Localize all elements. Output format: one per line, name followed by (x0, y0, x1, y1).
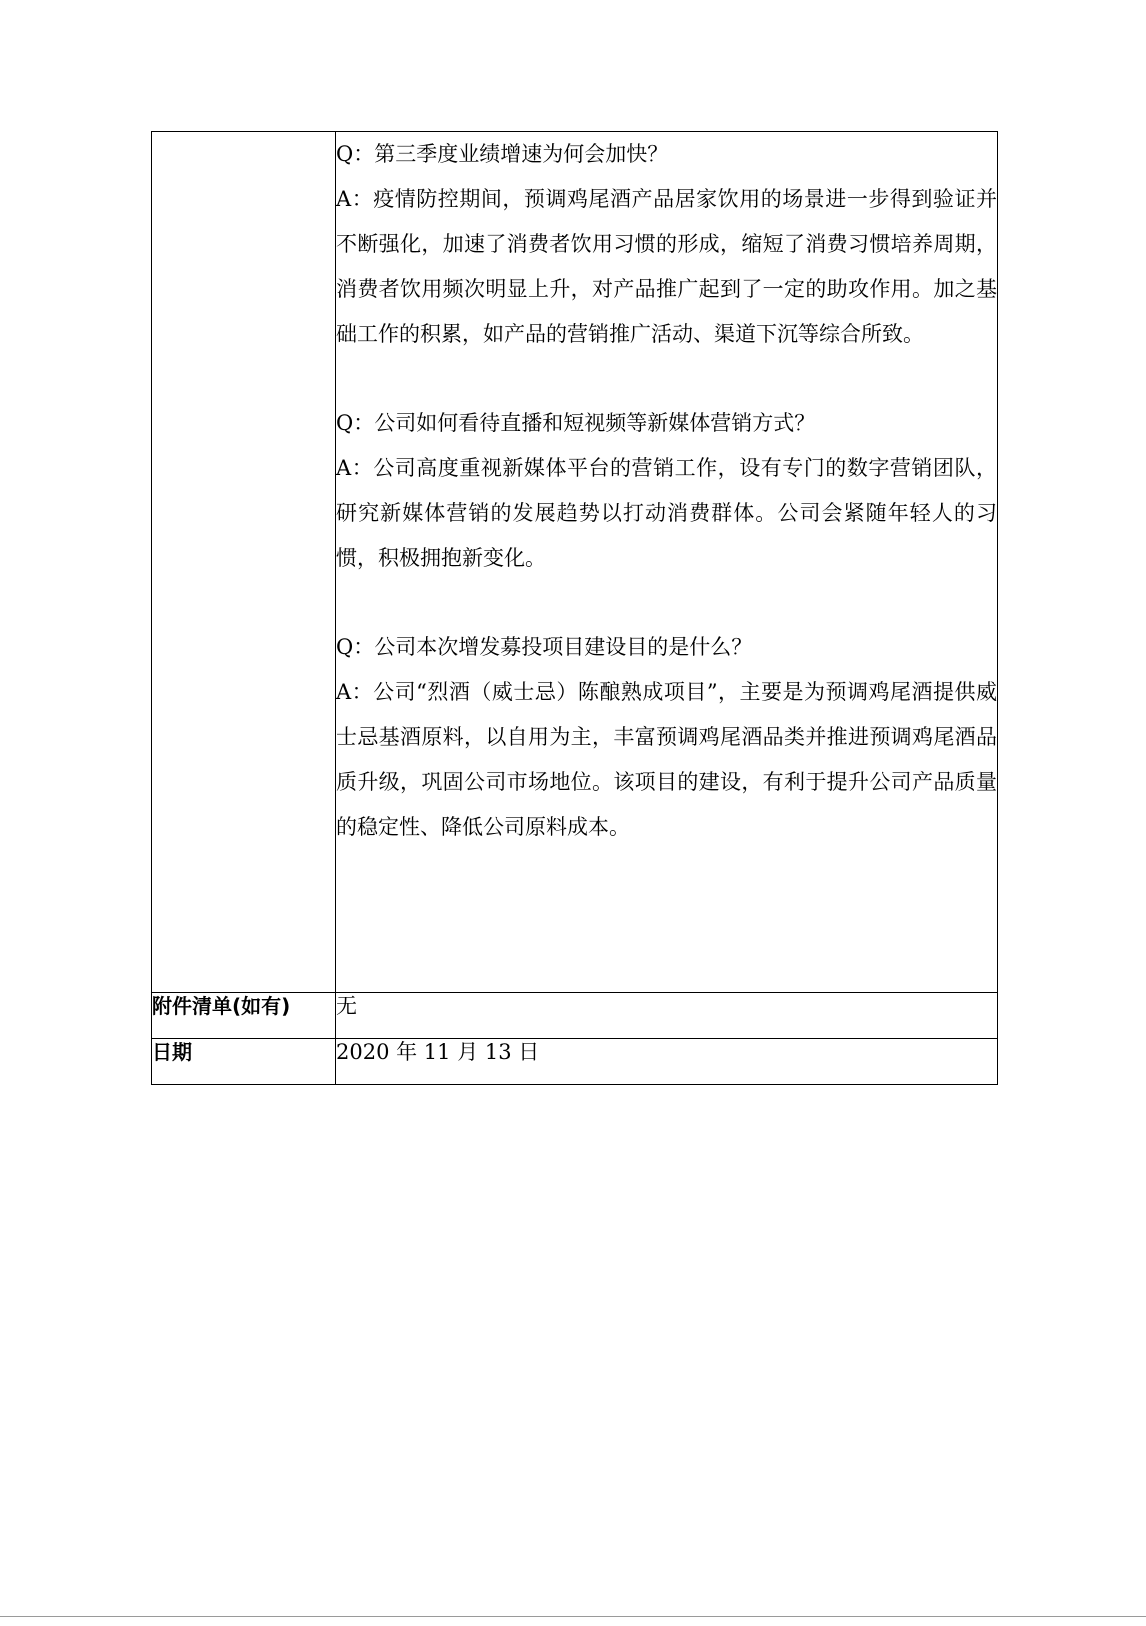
question-text: Q：第三季度业绩增速为何会加快？ (336, 142, 669, 166)
date-row (152, 1039, 998, 1085)
qa-label-cell (152, 132, 336, 993)
date-value: 2020 年 11 月 13 日 (336, 1039, 998, 1085)
date-label: 日期 (152, 1039, 336, 1085)
qa-content-cell (336, 132, 998, 993)
answer-text: A：公司“烈酒（威士忌）陈酿熟成项目”，主要是为预调鸡尾酒提供威士忌基酒原料，以自用为主，丰富预调鸡尾酒品类并推进预调鸡尾酒品质升级，巩固公司市场地位。该项目的建设，有利于提升公司产品质量的稳定性、降低公司原料成本。 (336, 680, 997, 839)
attachments-value: 无 (336, 993, 998, 1039)
answer-text: A：公司高度重视新媒体平台的营销工作，设有专门的数字营销团队，研究新媒体营销的发展趋势以打动消费群体。公司会紧随年轻人的习惯，积极拥抱新变化。 (336, 456, 997, 570)
qa-item (336, 625, 997, 850)
answer-text: A：疫情防控期间，预调鸡尾酒产品居家饮用的场景进一步得到验证并不断强化，加速了消费者饮用习惯的形成，缩短了消费习惯培养周期，消费者饮用频次明显上升，对产品推广起到了一定的助攻作用。加之基础工作的积累，如产品的营销推广活动、渠道下沉等综合所致。 (336, 187, 997, 346)
qa-item (336, 401, 997, 581)
attachments-label: 附件清单(如有) (152, 993, 336, 1039)
page-bottom-divider (0, 1616, 1146, 1617)
qa-item (336, 132, 997, 357)
attachments-row (152, 993, 998, 1039)
record-table (151, 131, 998, 1085)
question-text: Q：公司本次增发募投项目建设目的是什么？ (336, 635, 753, 659)
question-text: Q：公司如何看待直播和短视频等新媒体营销方式？ (336, 411, 816, 435)
qa-row (152, 132, 998, 993)
